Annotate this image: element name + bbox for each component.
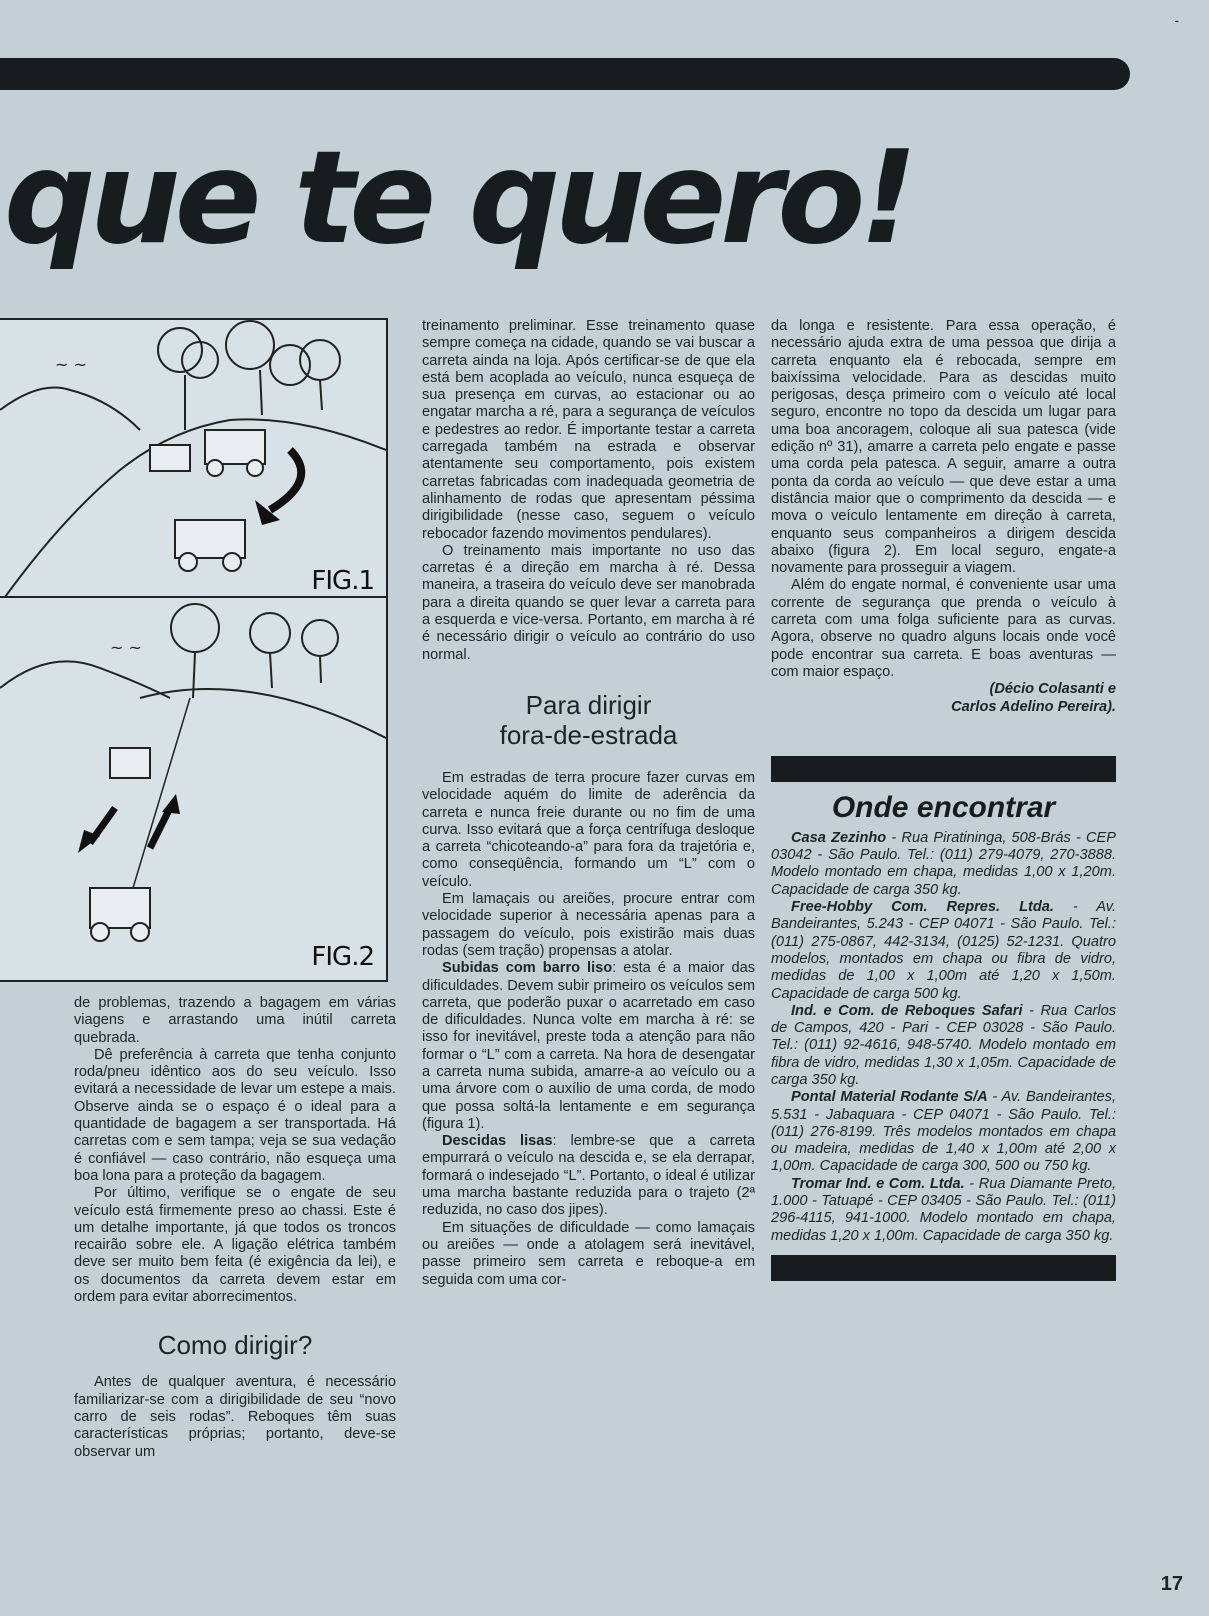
shop-entry (771, 830, 1116, 899)
col1-paragraph-2: Dê preferência à carreta que tenha conjunto roda/pneu idêntico aos do seu veículo. Isso evitará a necessidade de levar um estepe a mais. Observe ainda se o espaço é o ideal para a quantidade de bagagem a ser transportada. Há carretas com e sem tampa; veja se sua vedação é confiável — caso contrário, não esqueça uma boa lona para a proteção da bagagem. (74, 1046, 396, 1184)
corner-mark: - (1174, 12, 1179, 28)
col1-paragraph-3: Por último, verifique se o engate de seu veículo está firmemente preso ao chassi. Este é um detalhe importante, já que todos os troncos recairão sobre ele. A ligação elétrica também deve ser muito bem feita (é exigência da lei), e os documentos da carreta devem estar em ordem para evitar aborrecimentos. (74, 1185, 396, 1306)
col1-paragraph-4: Antes de qualquer aventura, é necessário familiarizar-se com a dirigibilidade de seu “novo carro de seis rodas”. Reboques têm suas características próprias; portanto, deve-se observar um (74, 1374, 396, 1460)
subhead-fora-de-estrada (422, 690, 755, 750)
col2-paragraph-2: O treinamento mais importante no uso das carretas é a direção em marcha à ré. Dessa maneira, a traseira do veículo deve ser manobrada para a direita quando se quer levar a carreta para a esquerda e vice-versa. Portanto, em marcha à ré é necessário dirigir o veículo ao contrário do uso normal. (422, 542, 755, 663)
col2-paragraph-6 (422, 1133, 755, 1219)
figure-2-label: FIG.2 (311, 942, 374, 972)
col2-p6-lead: Descidas lisas (442, 1133, 553, 1150)
col3-paragraph-2: Além do engate normal, é conveniente usar uma corrente de segurança que prenda o veículo à carreta com uma folga suficiente para as curvas. Agora, observe no quadro alguns locais onde você pode encontrar sua carreta. E boas aventuras — com maior espaço. (771, 577, 1116, 680)
shop-name: Free-Hobby Com. Repres. Ltda. (791, 899, 1054, 916)
box-top-bar (771, 756, 1116, 782)
shop-entry (771, 1176, 1116, 1245)
col3-paragraph-1: da longa e resistente. Para essa operação, é necessário ajuda extra de uma pessoa que dirija a carreta enquanto ela é rebocada, sempre em baixíssima velocidade. Para as descidas muito perigosas, desça primeiro com o veículo até local seguro, encontre no topo da descida um lugar para uma boa ancoragem, coloque ali sua patesca (vide edição nº 31), amarre a carreta pelo engate e passe uma corda pela patesca. A seguir, amarre a outra ponta da corda ao veículo — que deve estar a uma distância maior que o comprimento da descida — e mova o veículo lentamente em direção à carreta, enquanto seus companheiros a dirigem descida abaixo (figura 2). Em local seguro, engate-a novamente para prosseguir a viagem. (771, 318, 1116, 577)
col2-paragraph-1: treinamento preliminar. Esse treinamento quase sempre começa na cidade, quando se vai buscar a carreta ainda na loja. Após certificar-se de que ela está bem acoplada ao veículo, nunca esqueça de sua presença em curvas, ao estacionar ou ao engatar marcha a ré, para a segurança de veículos e pedestres ao redor. É importante testar a carreta carregada também na estrada e observar atentamente seu comportamento, pois existem carretas fabricadas com inadequada geometria de alinhamento de rodas que apresentam péssima dirigibilidade (nesse caso, seguem o veículo rebocador fazendo movimentos pendulares). (422, 318, 755, 542)
col1-paragraph-1: de problemas, trazendo a bagagem em várias viagens e arrastando uma inútil carreta quebrada. (74, 995, 396, 1046)
col2-p5-lead: Subidas com barro liso (442, 960, 613, 977)
box-bottom-bar (771, 1255, 1116, 1281)
figure-1 (0, 318, 388, 606)
svg-text:~ ~: ~ ~ (110, 638, 142, 657)
shop-name: Tromar Ind. e Com. Ltda. (791, 1175, 965, 1192)
shop-name: Pontal Material Rodante S/A (791, 1089, 988, 1106)
col2-p5-body: : esta é a maior das dificuldades. Devem subir primeiro os veículos sem carreta, que poderão puxar o acarretado em caso de dificuldades. Nunca volte em marcha à ré: se isso for inevitável, preste toda a atenção para não formar o “L” com a carreta. Na hora de desengatar a carreta numa subida, amarre-a ao veículo ou a uma árvore com o auxílio de uma corda, de modo que possa soltá-la lentamente e em segurança (figura 1). (422, 960, 755, 1132)
header-bar (0, 58, 1130, 90)
col2-paragraph-5 (422, 960, 755, 1133)
subhead-line-2: fora-de-estrada (499, 719, 678, 750)
shop-details: - Rua Diamante Preto, 1.000 - Tatuapé - CEP 03405 - São Paulo. Tel.: (011) 296-4115, 941-1000. Modelo montado em chapa, medidas 1,20 x 1,00m. Capacidade de carga 350 kg. (771, 1175, 1117, 1244)
shop-details: - Av. Bandeirantes, 5.243 - CEP 04071 - São Paulo. Tel.: (011) 275-0867, 442-3134, (0125) 52-1231. Quatro modelos, montados em chapa ou fibra de vidro, medidas de 1,00 x 1,00m até 1,20 x 1,50m. Capacidade de carga 500 kg. (771, 899, 1116, 1002)
shop-details: - Rua Piratininga, 508-Brás - CEP 03042 - São Paulo. Tel.: (011) 279-4079, 270-3888. Modelo montado em chapa, medidas 1,00 x 1,20m. Capacidade de carga 350 kg. (771, 829, 1116, 898)
col2-paragraph-3: Em estradas de terra procure fazer curvas em velocidade aquém do limite de aderência da carreta e nunca freie durante ou no fim de uma curva. Isso evitará que a força centrífuga desloque a carreta “chicoteando-a” para fora da trajetória e, como conseqüência, formando um “L” com o veículo. (422, 769, 755, 890)
page-number: 17 (1160, 1573, 1183, 1595)
svg-text:~ ~: ~ ~ (55, 355, 87, 374)
shop-entry (771, 1003, 1116, 1089)
figures-panel (0, 318, 390, 988)
column-3 (771, 318, 1116, 1281)
headline: que te quero! (4, 124, 912, 273)
shop-details: - Av. Bandeirantes, 5.531 - Jabaquara - CEP 04071 - São Paulo. Tel.: (011) 276-8199. Três modelos montados em chapa ou madeira, medidas de 1,40 x 1,00m até 2,00 x 1,00m. Capacidade de carga 300, 500 ou 750 kg. (771, 1089, 1116, 1175)
column-1 (74, 995, 396, 1461)
col2-paragraph-7: Em situações de dificuldade — como lamaçais ou areiões — onde a atolagem será inevitável, passe primeiro sem carreta e reboque-a em seguida com uma cor- (422, 1219, 755, 1288)
shop-details: - Rua Carlos de Campos, 420 - Pari - CEP 03028 - São Paulo. Tel.: (011) 92-4616, 948-5740. Modelo montado em fibra de vidro, medidas 1,30 x 1,05m. Capacidade de carga 350 kg. (771, 1002, 1116, 1088)
shop-entry (771, 899, 1116, 1003)
where-to-find-box (771, 756, 1116, 1281)
figure-2-illustration (0, 598, 386, 978)
figure-1-label: FIG.1 (311, 566, 374, 596)
author-line-1: (Décio Colasanti e (989, 681, 1116, 698)
shop-name: Ind. e Com. de Reboques Safari (791, 1002, 1023, 1019)
col2-paragraph-4: Em lamaçais ou areiões, procure entrar com velocidade superior à necessária apenas para a passagem do veículo, pois existirão mais duas rodas (sem tração) propensas a atolar. (422, 891, 755, 959)
author-line-2: Carlos Adelino Pereira). (951, 698, 1116, 715)
subhead-como-dirigir: Como dirigir? (157, 1330, 313, 1361)
box-title: Onde encontrar (831, 790, 1056, 824)
shop-name: Casa Zezinho (791, 829, 887, 846)
col2-p6-body: : lembre-se que a carreta empurrará o veículo na descida e, se ela derrapar, formará o indesejado “L”. Portanto, o ideal é utilizar uma marcha bastante reduzida para o trajeto (2ª reduzida, no caso dos jipes). (422, 1133, 755, 1219)
subhead-line-1: Para dirigir (525, 689, 652, 720)
column-2 (422, 318, 755, 1289)
shop-entry (771, 1089, 1116, 1175)
figure-1-illustration (0, 320, 386, 604)
figure-2 (0, 596, 388, 982)
